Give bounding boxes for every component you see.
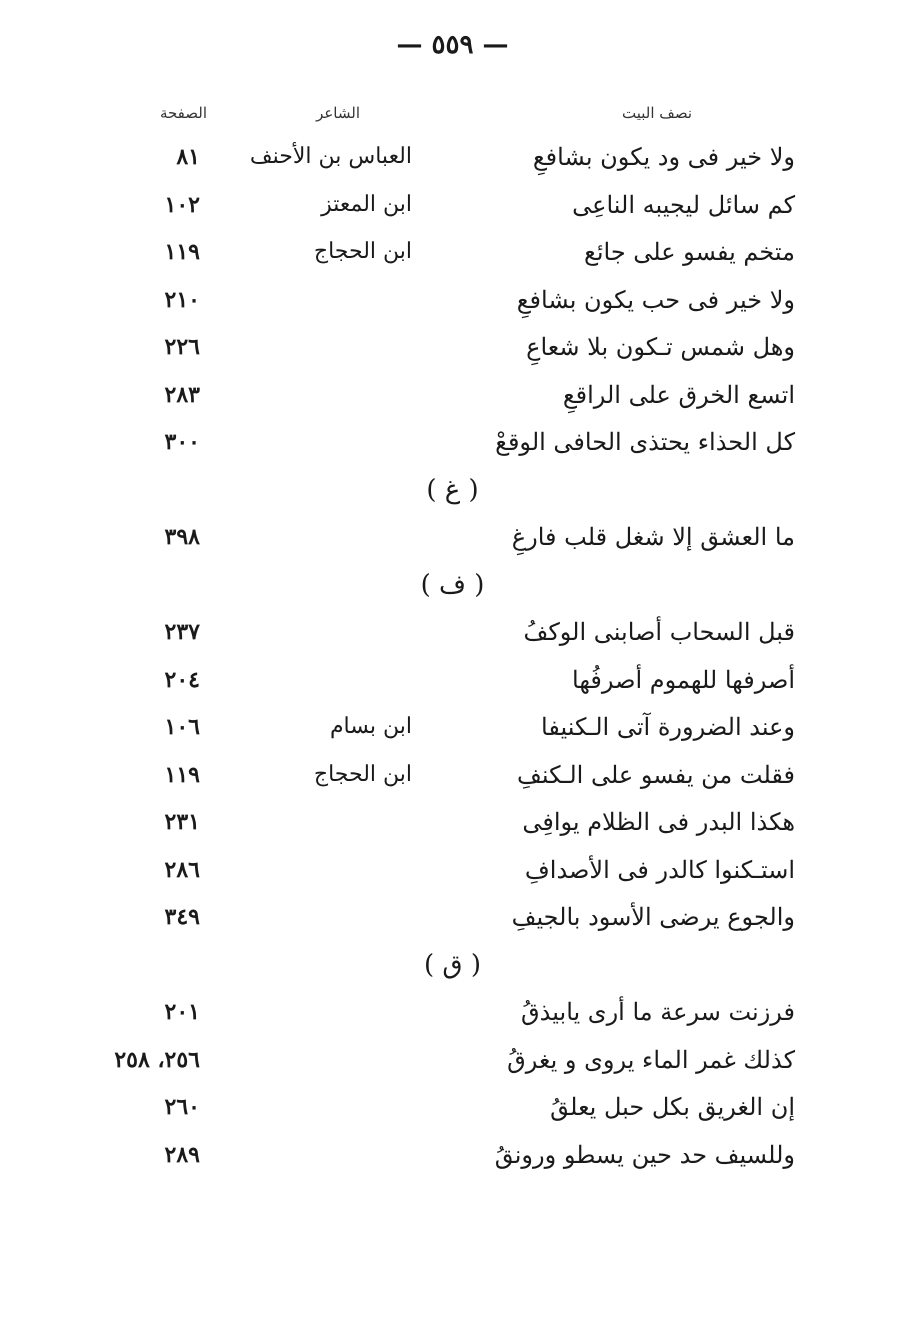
page-ref: ٣٤٩ xyxy=(164,904,200,930)
page-ref: ٢٨٦ xyxy=(164,857,200,883)
page-ref: ١١٩ xyxy=(164,762,200,788)
table-row xyxy=(0,989,905,1035)
page-ref: ١٠٦ xyxy=(164,714,200,740)
table-row xyxy=(0,277,905,323)
verse-half: والجوع يرضى الأسود بالجيفِ xyxy=(511,903,795,931)
page-ref: ٢٨٣ xyxy=(164,382,200,408)
verse-half: هكذا البدر فى الظلام يوافِى xyxy=(522,808,795,836)
table-row xyxy=(0,324,905,370)
section-heading: ( ف ) xyxy=(420,570,485,600)
verse-half: متخم يفسو على جائع xyxy=(584,238,795,266)
table-row xyxy=(0,514,905,560)
verse-half: وللسيف حد حين يسطو ورونقُ xyxy=(494,1141,795,1169)
verse-half: ولا خير فى حب يكون بشافعِ xyxy=(516,286,795,314)
table-row xyxy=(0,182,905,228)
verse-half: قبل السحاب أصابنى الوكفُ xyxy=(523,618,795,646)
table-row xyxy=(0,134,905,180)
header-verse: نصف البيت xyxy=(622,104,692,122)
page-number: — ٥٥٩ — xyxy=(396,30,509,60)
page-ref: ٢٠١ xyxy=(164,999,200,1025)
page-ref: ١٠٢ xyxy=(164,192,200,218)
verse-half: اتسع الخرق على الراقعِ xyxy=(562,381,795,409)
section-heading: ( ق ) xyxy=(424,950,481,980)
table-row xyxy=(0,609,905,655)
page-ref: ٢٨٩ xyxy=(164,1142,200,1168)
page-ref: ٣٩٨ xyxy=(164,524,200,550)
page-ref: ٢٣٧ xyxy=(164,619,200,645)
section-heading: ( غ ) xyxy=(426,475,479,505)
verse-half: ولا خير فى ود يكون بشافعِ xyxy=(532,143,795,171)
header-page: الصفحة xyxy=(159,104,207,122)
verse-half: فرزنت سرعة ما أرى يابيذقُ xyxy=(521,998,795,1026)
table-row xyxy=(0,1132,905,1178)
verse-half: وعند الضرورة آتى الـكنيفا xyxy=(541,713,795,741)
table-row xyxy=(0,799,905,845)
page-ref: ٢٠٤ xyxy=(164,667,200,693)
table-row xyxy=(0,894,905,940)
verse-half: أصرفها للهموم أصرفُها xyxy=(572,666,795,694)
page-ref: ٢٥٦، ٢٥٨ xyxy=(114,1047,200,1073)
poet-name: ابن المعتز xyxy=(321,192,412,217)
verse-half: استـكنوا كالدر فى الأصدافِ xyxy=(524,856,795,884)
table-row xyxy=(0,419,905,465)
table-row xyxy=(0,1037,905,1083)
table-row xyxy=(0,752,905,798)
verse-half: ما العشق إلا شغل قلب فارغِ xyxy=(511,523,795,551)
table-row xyxy=(0,657,905,703)
page-ref: ١١٩ xyxy=(164,239,200,265)
page-ref: ٣٠٠ xyxy=(164,429,200,455)
table-row xyxy=(0,847,905,893)
verse-half: كل الحذاء يحتذى الحافى الوقعْ xyxy=(495,428,795,456)
verse-half: كم سائل ليجيبه الناعِى xyxy=(572,191,795,219)
poet-name: العباس بن الأحنف xyxy=(249,144,412,169)
page-ref: ٢٢٦ xyxy=(164,334,200,360)
page-ref: ٢٣١ xyxy=(164,809,200,835)
poet-name: ابن بسام xyxy=(329,714,412,739)
verse-half: إن الغريق بكل حبل يعلقُ xyxy=(550,1093,795,1121)
page-ref: ٢٦٠ xyxy=(164,1094,200,1120)
poet-name: ابن الحجاج xyxy=(313,239,412,264)
page-ref: ٨١ xyxy=(176,144,200,170)
verse-half: وهل شمس تـكون بلا شعاعِ xyxy=(526,333,795,361)
table-row xyxy=(0,229,905,275)
table-row xyxy=(0,372,905,418)
page-ref: ٢١٠ xyxy=(164,287,200,313)
verse-half: كذلك غمر الماء يروى و يغرقُ xyxy=(507,1046,795,1074)
verse-half: فقلت من يفسو على الـكنفِ xyxy=(516,761,795,789)
table-row xyxy=(0,1084,905,1130)
poet-name: ابن الحجاج xyxy=(313,762,412,787)
table-row xyxy=(0,704,905,750)
header-poet: الشاعر xyxy=(316,104,360,122)
